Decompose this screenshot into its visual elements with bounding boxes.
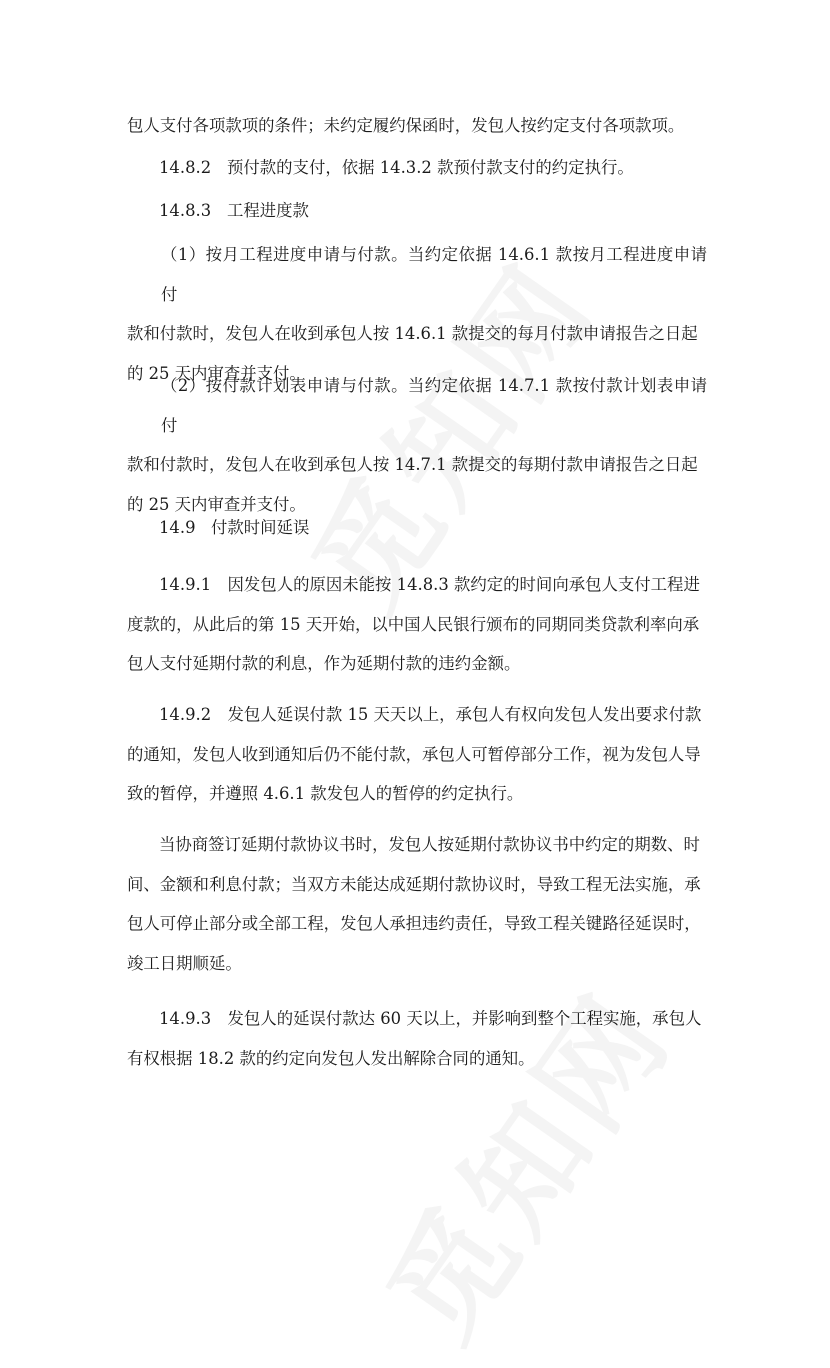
- text-line: 包人支付各项款项的条件；未约定履约保函时，发包人按约定支付各项款项。: [127, 116, 685, 135]
- text-line: 14.9.2 发包人延误付款 15 天天以上，承包人有权向发包人发出要求付款: [159, 705, 702, 724]
- text-line: 间、金额和利息付款；当双方未能达成延期付款协议时，导致工程无法实施，承: [127, 874, 701, 894]
- clause-number: 14.8.2: [159, 158, 212, 177]
- text-line: 包人支付延期付款的利息，作为延期付款的违约金额。: [127, 654, 521, 673]
- text-line: （1）按月工程进度申请与付款。当约定依据 14.6.1 款按月工程进度申请付: [161, 245, 707, 304]
- section-14-9: [127, 508, 707, 548]
- text-line: 的 25 天内审查并支付。: [127, 494, 306, 514]
- text-line: 度款的，从此后的第 15 天开始，以中国人民银行颁布的同期同类贷款利率向承: [127, 614, 700, 634]
- text-line: 当协商签订延期付款协议书时，发包人按延期付款协议书中约定的期数、时: [159, 835, 700, 854]
- clause-14-8-3: [127, 191, 707, 231]
- section-heading: 付款时间延误: [211, 518, 310, 537]
- clause-text: 预付款的支付，依据 14.3.2 款预付款支付的约定执行。: [227, 158, 634, 177]
- text-line: 致的暂停，并遵照 4.6.1 款发包人的暂停的约定执行。: [127, 784, 524, 803]
- text-line: 14.9.3 发包人的延误付款达 60 天以上，并影响到整个工程实施，承包人: [159, 1009, 702, 1028]
- text-line: 的通知，发包人收到通知后仍不能付款，承包人可暂停部分工作，视为发包人导: [127, 744, 701, 764]
- item-2-payment-schedule: [127, 366, 707, 524]
- clause-14-8-2: [127, 148, 707, 188]
- text-line: 包人可停止部分或全部工程，发包人承担违约责任，导致工程关键路径延误时，: [127, 914, 701, 933]
- section-number: 14.9: [159, 518, 196, 537]
- clause-number: 14.8.3: [159, 201, 212, 220]
- clause-14-9-2: [127, 695, 707, 814]
- text-line: 的 25 天内审查并支付。: [127, 363, 306, 383]
- text-line: 14.9.1 因发包人的原因未能按 14.8.3 款约定的时间向承包人支付工程进: [159, 575, 700, 594]
- clause-14-9-3: [127, 999, 707, 1078]
- text-line: （2）按付款计划表申请与付款。当约定依据 14.7.1 款按付款计划表申请付: [161, 376, 707, 435]
- paragraph-continuation: [127, 106, 707, 146]
- clause-14-9-1: [127, 565, 707, 684]
- text-line: 款和付款时，发包人在收到承包人按 14.6.1 款提交的每月付款申请报告之日起: [127, 324, 698, 343]
- text-line: 有权根据 18.2 款的约定向发包人发出解除合同的通知。: [127, 1048, 535, 1068]
- text-line: 款和付款时，发包人在收到承包人按 14.7.1 款提交的每期付款申请报告之日起: [127, 455, 698, 474]
- clause-heading: 工程进度款: [227, 201, 309, 220]
- deferred-payment-paragraph: [127, 825, 707, 983]
- text-line: 竣工日期顺延。: [127, 953, 242, 973]
